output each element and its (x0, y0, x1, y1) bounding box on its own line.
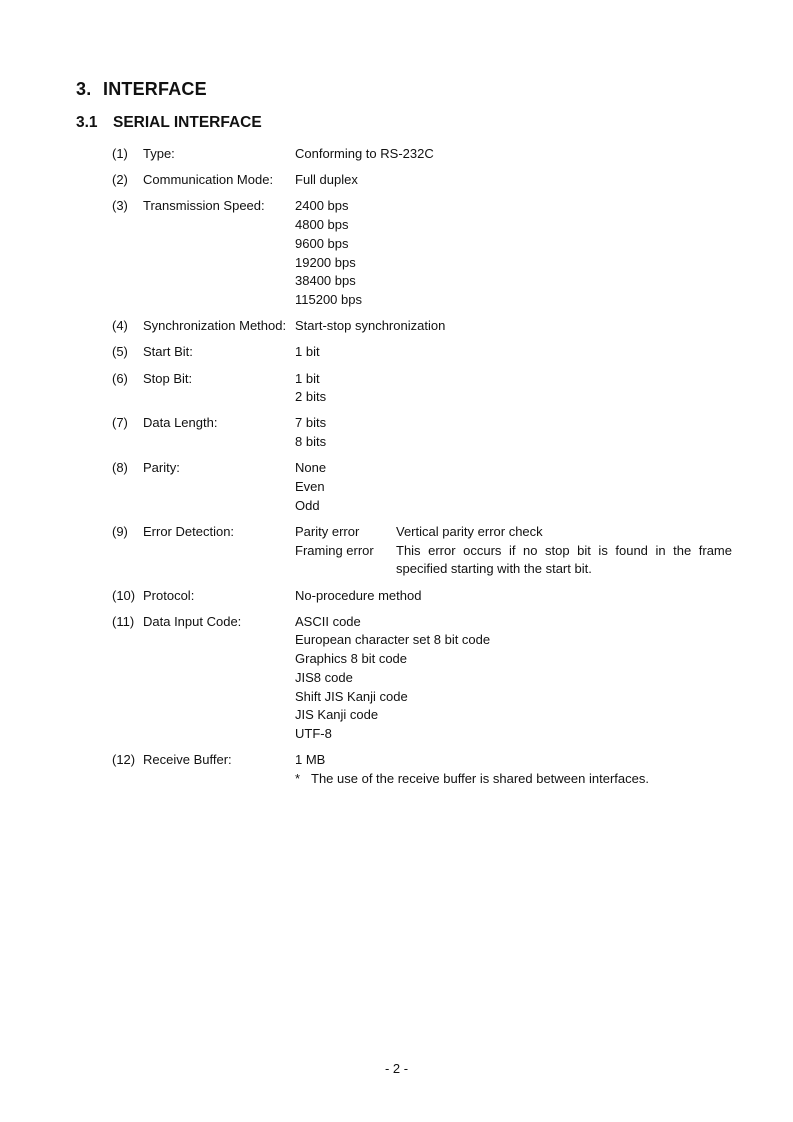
spec-values (295, 587, 732, 606)
spec-row (112, 343, 732, 362)
spec-values (295, 317, 732, 336)
spec-value: 7 bits (295, 415, 327, 431)
spec-value: Conforming to RS-232C (295, 146, 434, 161)
spec-value: 1 bit (295, 370, 320, 386)
spec-values (295, 523, 732, 579)
spec-value: JIS8 code (295, 669, 353, 685)
spec-values (295, 459, 732, 515)
spec-value: Full duplex (295, 172, 358, 188)
spec-list (112, 145, 732, 796)
spec-label: Communication Mode: (143, 172, 274, 188)
spec-label: Receive Buffer: (143, 752, 232, 768)
spec-value: Even (295, 479, 325, 495)
spec-values (295, 370, 732, 407)
note-text: The use of the receive buffer is shared between interfaces. (311, 770, 649, 786)
error-type-description: Vertical parity error check (396, 523, 543, 539)
spec-number: (5) (112, 344, 128, 360)
spec-number: (3) (112, 198, 128, 214)
spec-value: 2 bits (295, 389, 327, 405)
spec-label: Type: (143, 146, 175, 161)
spec-note (295, 770, 732, 789)
spec-label: Start Bit: (143, 344, 193, 360)
subsection-title: SERIAL INTERFACE (113, 114, 262, 131)
spec-values (295, 343, 732, 362)
spec-values (295, 145, 732, 164)
spec-number: (7) (112, 415, 128, 431)
spec-label: Transmission Speed: (143, 198, 265, 214)
error-type-name: Parity error (295, 523, 360, 539)
section-number: 3. (76, 79, 92, 99)
spec-row (112, 523, 732, 579)
spec-label: Stop Bit: (143, 370, 193, 386)
spec-row (112, 171, 732, 190)
spec-number: (6) (112, 370, 128, 386)
spec-number: (10) (112, 587, 136, 603)
spec-values (295, 197, 732, 309)
spec-value: None (295, 460, 327, 476)
note-asterisk: * (295, 770, 301, 786)
spec-label: Data Length: (143, 415, 218, 431)
spec-values (295, 414, 732, 451)
spec-label: Protocol: (143, 587, 195, 603)
spec-value: No-procedure method (295, 587, 422, 603)
spec-value: Start-stop synchronization (295, 318, 446, 334)
error-type-row (295, 523, 732, 542)
spec-values (295, 171, 732, 190)
spec-label: Data Input Code: (143, 613, 242, 629)
spec-number: (11) (112, 613, 135, 629)
spec-number: (1) (112, 146, 128, 161)
spec-number: (8) (112, 460, 128, 476)
spec-label: Synchronization Method: (143, 318, 287, 334)
spec-number: (9) (112, 523, 128, 539)
spec-value: ASCII code (295, 613, 361, 629)
spec-value: 38400 bps (295, 273, 356, 289)
section-heading (76, 79, 207, 100)
spec-value: Odd (295, 497, 320, 513)
spec-row (112, 613, 732, 744)
spec-value: 19200 bps (295, 254, 356, 270)
error-type-name: Framing error (295, 542, 374, 558)
spec-row (112, 414, 732, 451)
spec-row (112, 145, 732, 164)
spec-value: 9600 bps (295, 235, 349, 251)
spec-row (112, 370, 732, 407)
spec-number: (12) (112, 752, 136, 768)
spec-label: Error Detection: (143, 523, 235, 539)
subsection-heading (76, 114, 262, 132)
error-type-row (295, 542, 732, 579)
spec-number: (4) (112, 318, 128, 334)
spec-value: Graphics 8 bit code (295, 651, 408, 667)
spec-row (112, 587, 732, 606)
error-type-description: This error occurs if no stop bit is found in the frame specified starting with the start bit. (396, 542, 732, 577)
spec-value: 2400 bps (295, 198, 349, 214)
page-number: - 2 - (384, 1061, 409, 1076)
spec-value: 1 bit (295, 344, 320, 360)
subsection-number: 3.1 (76, 114, 98, 131)
spec-row (112, 459, 732, 515)
spec-row (112, 751, 732, 788)
spec-value: JIS Kanji code (295, 707, 379, 723)
spec-label: Parity: (143, 460, 180, 476)
section-title: INTERFACE (103, 79, 207, 99)
spec-row (112, 197, 732, 309)
spec-value: UTF-8 (295, 725, 332, 741)
spec-row (112, 317, 732, 336)
spec-values (295, 751, 732, 788)
spec-value: 115200 bps (295, 291, 362, 307)
spec-value: Shift JIS Kanji code (295, 688, 408, 704)
spec-value: 1 MB (295, 752, 326, 768)
spec-value: 4800 bps (295, 217, 349, 233)
spec-value: 8 bits (295, 434, 327, 450)
spec-value: European character set 8 bit code (295, 632, 491, 648)
spec-number: (2) (112, 172, 128, 188)
spec-values (295, 613, 732, 744)
